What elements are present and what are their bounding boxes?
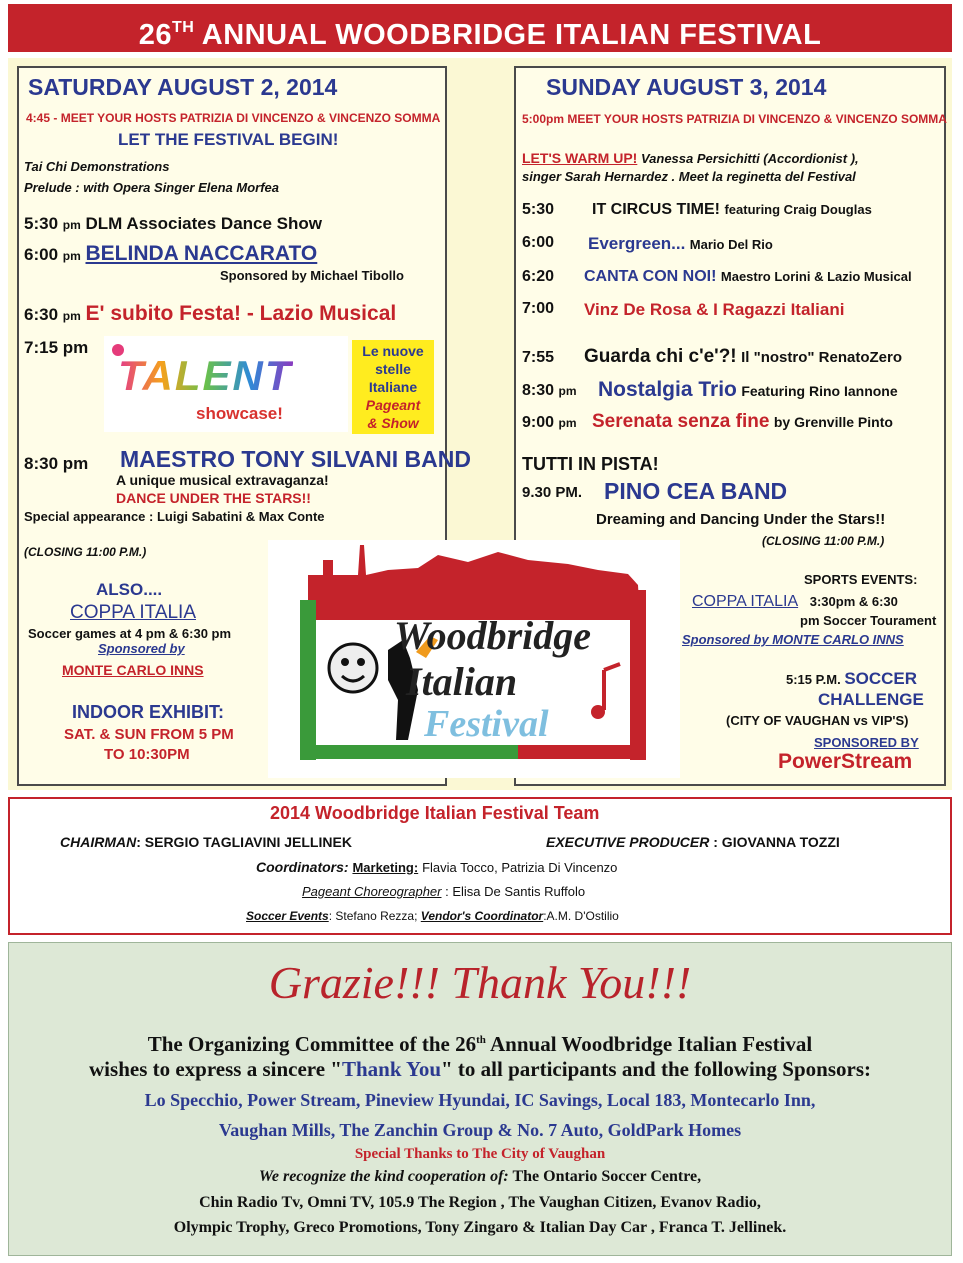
sun-rest: featuring Craig Douglas [724, 202, 872, 217]
thanks-special: Special Thanks to The City of Vaughan [354, 1146, 606, 1162]
banner-suffix: TH [171, 19, 195, 36]
sun-time: 9.30 PM. [522, 484, 583, 501]
sat-e2-sponsor: Sponsored by Michael Tibollo [220, 268, 404, 283]
sat-e5-desc: A unique musical extravaganza! [116, 472, 329, 488]
thanks-line2c: " to all participants and the following Sponsors: [441, 1057, 871, 1081]
sat-event-600 [24, 242, 317, 266]
nuove-stelle-box [352, 340, 434, 434]
team-coord-label: Coordinators: [256, 859, 349, 875]
thanks-line2a: wishes to express a sincere " [89, 1057, 342, 1081]
sun-challenge [786, 669, 917, 689]
sun-coppa-times: 3:30pm & 6:30 [809, 594, 898, 609]
sat-monte: MONTE CARLO INNS [62, 662, 204, 678]
sun-time: 8:30 [522, 382, 555, 399]
thanks-sponsors1: Lo Specchio, Power Stream, Pineview Hyundai, IC Savings, Local 183, Montecarlo Inn, [144, 1090, 816, 1110]
festival-banner [8, 4, 952, 52]
sun-event-620 [522, 268, 912, 286]
sun-act: Nostalgia Trio [598, 378, 737, 401]
sun-act: Evergreen... [588, 234, 686, 253]
sun-rest: Il "nostro" RenatoZero [741, 349, 902, 366]
sun-pm: pm [558, 416, 577, 430]
sat-act: E' subito Festa! - Lazio Musical [85, 302, 397, 325]
sun-sponsored-caps: SPONSORED BY [814, 735, 919, 750]
sat-pm: pm [62, 218, 81, 232]
thanks-recog-b: The Ontario Soccer Centre, [512, 1168, 702, 1185]
team-soccer-name: : Stefano Rezza; [328, 909, 418, 923]
green-frame-icon [300, 600, 316, 760]
sunday-hosts [522, 112, 947, 126]
sun-time: 6:00 [522, 234, 555, 251]
team-chair-label: CHAIRMAN [60, 834, 137, 850]
nuove-line: Pageant [365, 397, 421, 413]
sat-indoor: INDOOR EXHIBIT: [72, 702, 225, 722]
sunday-warm-label: LET'S WARM UP! [522, 150, 638, 166]
sun-act: IT CIRCUS TIME! [592, 201, 720, 218]
sat-special: Special appearance : Luigi Sabatini & Max Conte [24, 509, 325, 524]
sat-pm: pm [62, 249, 81, 263]
team-marketing: Flavia Tocco, Patrizia Di Vincenzo [422, 860, 618, 875]
saturday-hosts [26, 111, 440, 125]
sat-time: 6:30 [24, 305, 59, 324]
saturday-begin: LET THE FESTIVAL BEGIN! [118, 130, 339, 149]
sat-pm: pm [62, 309, 81, 323]
sunday-warm-line2: singer Sarah Hernardez . Meet la reginetta del Festival [522, 169, 856, 184]
sun-powerstream: PowerStream [778, 750, 913, 773]
music-note-icon [604, 664, 620, 710]
sat-soccer: Soccer games at 4 pm & 6:30 pm [28, 626, 232, 641]
thanks-recog-a: We recognize the kind cooperation of: [258, 1168, 509, 1185]
sun-challenge-2: CHALLENGE [818, 690, 924, 709]
saturday-hosts-time: 4:45 [26, 111, 51, 125]
banner-ordinal: 26 [138, 19, 172, 51]
sun-time: 5:30 [522, 201, 555, 218]
team-soccer [246, 909, 619, 923]
team-pageant-name: : Elisa De Santis Ruffolo [445, 884, 586, 899]
sun-dreaming: Dreaming and Dancing Under the Stars!! [596, 511, 886, 528]
thanks-line1a: The Organizing Committee of the 26 [147, 1032, 477, 1056]
team-vendor-name: :A.M. D'Ostilio [543, 909, 619, 923]
sun-pm: pm [558, 384, 577, 398]
sun-time: 7:55 [522, 349, 555, 366]
saturday-hosts-text: - MEET YOUR HOSTS PATRIZIA DI VINCENZO & VINCENZO SOMMA [53, 111, 441, 125]
sunday-heading: SUNDAY AUGUST 3, 2014 [546, 74, 827, 100]
sun-rest: Maestro Lorini & Lazio Musical [720, 269, 912, 284]
sunday-warm [522, 150, 859, 166]
sun-rest: Mario Del Rio [689, 237, 773, 252]
sat-sponsored-by: Sponsored by [98, 641, 185, 656]
sat-event-530 [24, 214, 322, 234]
sun-event-600 [522, 234, 773, 253]
team-pageant [302, 884, 585, 899]
sat-coppa: COPPA ITALIA [70, 602, 197, 623]
skyline-icon [308, 545, 640, 620]
sunday-hosts-pm: pm [546, 112, 565, 126]
thanks-coop2: Chin Radio Tv, Omni TV, 105.9 The Region , The Vaughan Citizen, Evanov Radio, [199, 1194, 761, 1211]
sun-act: PINO CEA BAND [604, 478, 788, 504]
sunday-warm-rest: Vanessa Persichitti (Accordionist ), [640, 151, 859, 166]
sat-event-715-time: 7:15 pm [24, 338, 89, 357]
sun-coppa-line [692, 593, 898, 611]
saturday-taichi: Tai Chi Demonstrations [24, 159, 170, 174]
sat-act: BELINDA NACCARATO [85, 242, 318, 265]
saturday-prelude: Prelude : with Opera Singer Elena Morfea [24, 180, 280, 195]
sun-tutti: TUTTI IN PISTA! [522, 454, 659, 474]
thanks-line2 [8, 1057, 952, 1082]
team-chair-name: : SERGIO TAGLIAVINI JELLINEK [136, 834, 352, 850]
team-exec-label: EXECUTIVE PRODUCER [546, 834, 710, 850]
nuove-line: & Show [367, 415, 419, 431]
sun-sports: SPORTS EVENTS: [804, 572, 918, 587]
thanks-sponsors2: Vaughan Mills, The Zanchin Group & No. 7 Auto, GoldPark Homes [218, 1120, 742, 1140]
sat-time: 6:00 [24, 245, 59, 264]
thanks-line2b: Thank You [341, 1057, 442, 1081]
talent-showcase-logo [104, 336, 348, 432]
sun-time: 9:00 [522, 414, 555, 431]
sat-indoor-to: TO 10:30PM [104, 746, 190, 763]
team-marketing-label: Marketing: [352, 860, 419, 875]
thanks-recog [8, 1168, 952, 1186]
talent-word: TALENT [118, 352, 293, 399]
sat-indoor-days: SAT. & SUN FROM 5 PM [64, 726, 234, 743]
logo-line2: Italian [406, 659, 518, 704]
sat-also: ALSO.... [96, 580, 163, 599]
team-exec-name: : GIOVANNA TOZZI [713, 834, 840, 850]
sun-time: 6:20 [522, 268, 555, 285]
thanks-headline: Grazie!!! Thank You!!! [268, 957, 692, 1008]
sun-event-930 [522, 478, 788, 504]
sun-time: 7:00 [522, 300, 555, 317]
talent-sub: showcase! [196, 404, 283, 423]
sun-event-755 [522, 346, 902, 367]
sun-act: Guarda chi c'e'?! [584, 346, 737, 367]
sun-event-830 [522, 378, 898, 401]
sat-event-830-act: MAESTRO TONY SILVANI BAND [120, 446, 471, 472]
sunday-hosts-text: MEET YOUR HOSTS PATRIZIA DI VINCENZO & VINCENZO SOMMA [567, 112, 947, 126]
festival-logo [268, 540, 680, 778]
sat-e5-dance: DANCE UNDER THE STARS!! [116, 490, 311, 506]
logo-line1: Woodbridge [394, 613, 592, 658]
sun-act: Vinz De Rosa & I Ragazzi Italiani [584, 300, 845, 319]
nuove-line: Le nuove [362, 343, 424, 359]
team-soccer-label: Soccer Events [246, 909, 329, 923]
sat-event-830-time: 8:30 pm [24, 454, 89, 473]
sun-rest: by Grenville Pinto [773, 414, 893, 430]
thanks-line1b: Annual Woodbridge Italian Festival [489, 1032, 813, 1056]
team-vendor-label: Vendor's Coordinator [420, 909, 544, 923]
sun-act: Serenata senza fine [592, 411, 770, 432]
theatre-mask-icon [329, 644, 377, 692]
sun-challenge-vs: (CITY OF VAUGHAN vs VIP'S) [726, 713, 909, 728]
saturday-heading: SATURDAY AUGUST 2, 2014 [28, 74, 338, 100]
sun-challenge-1: SOCCER [844, 669, 918, 688]
sun-event-900 [522, 411, 893, 432]
team-coord [256, 859, 617, 875]
sat-time: 5:30 [24, 214, 59, 233]
red-frame-bottom-icon [518, 745, 646, 759]
logo-line3: Festival [424, 703, 549, 745]
sun-act: CANTA CON NOI! [584, 268, 717, 285]
banner-title: ANNUAL WOODBRIDGE ITALIAN FESTIVAL [201, 19, 822, 51]
sun-coppa-line2: pm Soccer Tourament [800, 613, 937, 628]
sun-closing: (CLOSING 11:00 P.M.) [762, 534, 885, 548]
sat-act: DLM Associates Dance Show [85, 214, 322, 233]
sun-event-530 [522, 201, 872, 219]
nuove-line: Italiane [368, 379, 418, 395]
sat-closing: (CLOSING 11:00 P.M.) [24, 545, 147, 559]
sun-coppa: COPPA ITALIA [692, 593, 799, 610]
sun-rest: Featuring Rino Iannone [741, 383, 898, 399]
sun-sponsored: Sponsored by MONTE CARLO INNS [682, 632, 904, 647]
thanks-line1 [8, 1032, 952, 1057]
thanks-coop3: Olympic Trophy, Greco Promotions, Tony Zingaro & Italian Day Car , Franca T. Jellinek. [173, 1219, 787, 1236]
sat-event-630 [24, 302, 396, 326]
sun-challenge-time: 5:15 P.M. [786, 672, 841, 687]
team-exec [546, 834, 840, 850]
red-frame-icon [630, 590, 646, 760]
team-title: 2014 Woodbridge Italian Festival Team [270, 803, 600, 823]
team-pageant-label: Pageant Choreographer [302, 884, 442, 899]
sunday-hosts-time: 5:00 [522, 112, 547, 126]
team-chair [60, 834, 352, 850]
green-frame-bottom-icon [300, 745, 520, 759]
thanks-line1sup: th [476, 1034, 486, 1046]
nuove-line: stelle [375, 361, 411, 377]
sun-event-700 [522, 300, 845, 319]
